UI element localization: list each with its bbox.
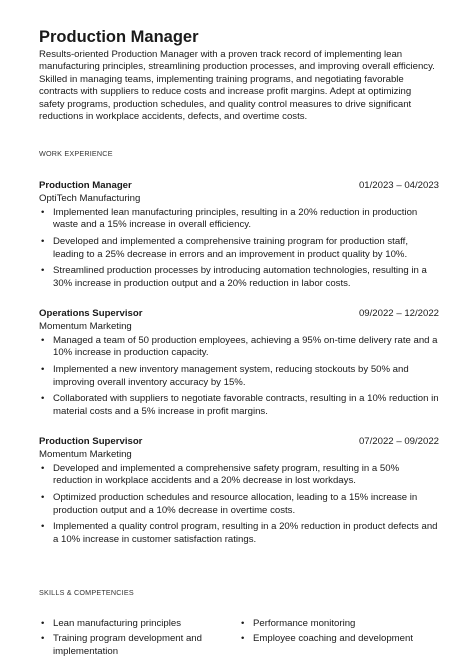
job-entry <box>39 307 439 423</box>
job-bullet: • Optimized production schedules and resource allocation, leading to a 15% increase in production output and a 10% decrease in overtime costs. <box>53 492 439 517</box>
job-bullet: • Implemented a quality control program, resulting in a 20% reduction in product defects and a 10% increase in customer satisfaction ratings. <box>53 521 439 546</box>
skill-item: • Lean manufacturing principles <box>53 618 239 630</box>
skill-item: • Training program development and implementation <box>53 633 239 658</box>
job-bullets <box>39 335 439 418</box>
skill-item: • Performance monitoring <box>253 618 439 630</box>
job-entry <box>39 179 439 295</box>
resume-title: Production Manager <box>39 28 199 46</box>
job-bullet: • Managed a team of 50 production employees, achieving a 95% on-time delivery rate and a 10% increase in production capacity. <box>53 335 439 360</box>
job-title: Operations Supervisor <box>39 308 143 319</box>
job-bullets <box>39 463 439 546</box>
job-bullet: • Developed and implemented a comprehensive training program for production staff, leading to a 25% decrease in errors and an improvement in product quality by 10%. <box>53 236 439 261</box>
skill-item: • Employee coaching and development <box>253 633 439 645</box>
work-experience-heading: WORK EXPERIENCE <box>39 149 113 158</box>
job-title: Production Manager <box>39 180 132 191</box>
skills-heading: SKILLS & COMPETENCIES <box>39 588 134 597</box>
job-title: Production Supervisor <box>39 436 143 447</box>
company-name: OptiTech Manufacturing <box>39 193 141 204</box>
company-name: Momentum Marketing <box>39 321 132 332</box>
job-dates: 07/2022 – 09/2022 <box>358 436 439 447</box>
summary-paragraph: Results-oriented Production Manager with a proven track record of implementing lean manufacturing principles, streamlining production processes, and improving overall efficiency. Skilled in managing teams, implementing training programs, and negotiating favorable contracts with suppliers to reduce costs and increase profit margins. Adept at optimizing safety programs, production schedules, and quality control measures to drive significant reductions in workplace accidents, defects, and overtime costs. <box>39 49 435 123</box>
company-name: Momentum Marketing <box>39 449 132 460</box>
resume-page <box>39 26 439 657</box>
job-dates: 01/2023 – 04/2023 <box>358 180 439 191</box>
job-bullet: • Implemented a new inventory management system, reducing stockouts by 50% and improving overall inventory accuracy by 15%. <box>53 364 439 389</box>
job-dates: 09/2022 – 12/2022 <box>358 308 439 319</box>
skills-column-left <box>39 618 239 661</box>
job-bullets <box>39 207 439 290</box>
job-bullet: • Implemented lean manufacturing principles, resulting in a 20% reduction in production waste and a 15% increase in overall efficiency. <box>53 207 439 232</box>
job-bullet: • Developed and implemented a comprehensive safety program, resulting in a 50% reduction in workplace accidents and a 20% decrease in lost workdays. <box>53 463 439 488</box>
skills-list <box>39 618 439 661</box>
skills-column-right <box>239 618 439 661</box>
job-entry <box>39 435 439 551</box>
job-bullet: • Collaborated with suppliers to negotiate favorable contracts, resulting in a 10% reduction in material costs and a 5% increase in profit margins. <box>53 393 439 418</box>
job-bullet: • Streamlined production processes by introducing automation technologies, resulting in a 30% increase in production output and a 20% reduction in labor costs. <box>53 265 439 290</box>
